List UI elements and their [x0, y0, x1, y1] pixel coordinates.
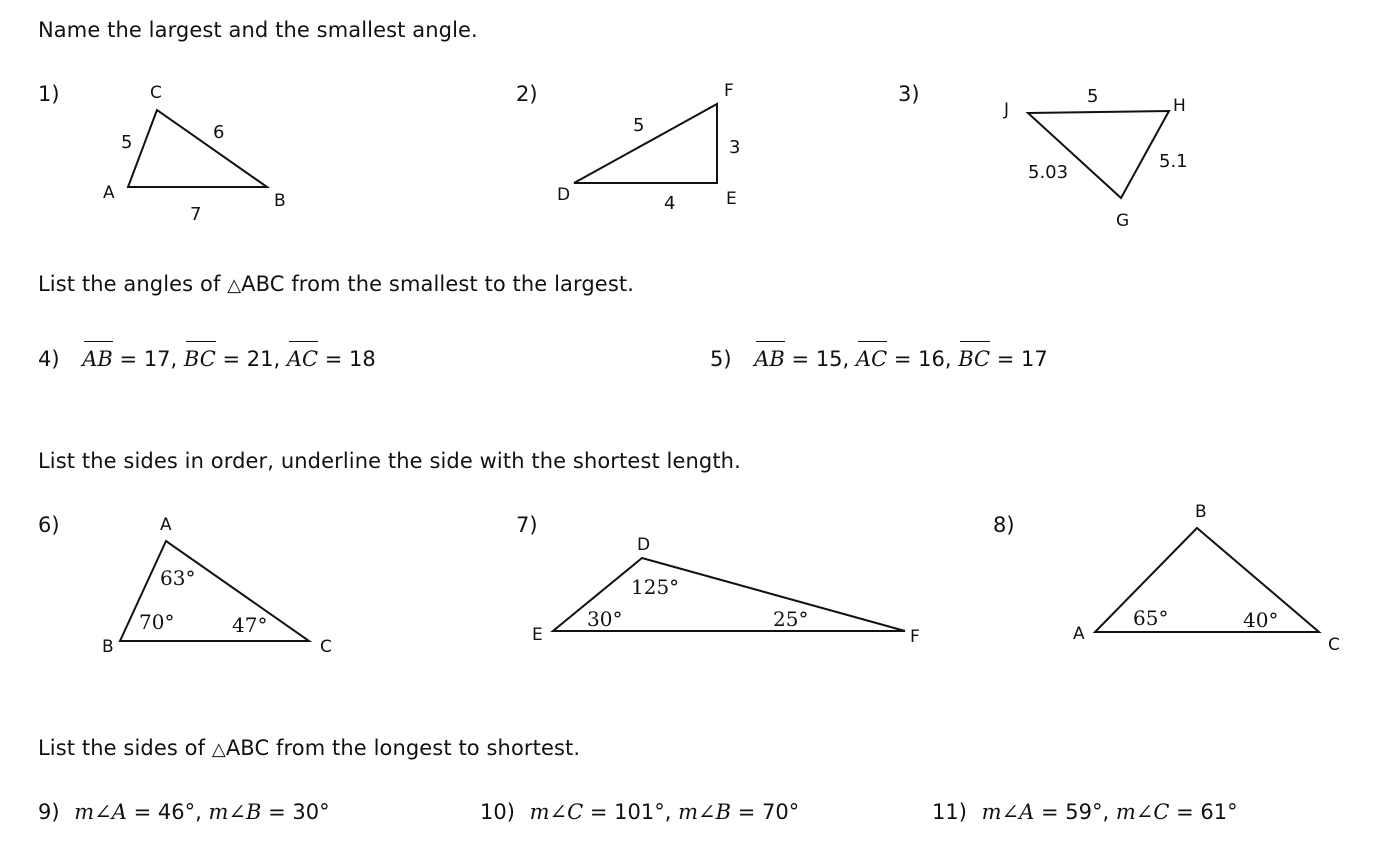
segment-value: = 21, [222, 347, 281, 371]
heading-text: List the sides of [38, 736, 212, 760]
triangle-jhg-3 [1003, 86, 1188, 231]
side-label-ac: 5 [121, 132, 133, 153]
vertex-label-a: A [103, 183, 115, 203]
segment-value: = 16, [893, 347, 952, 371]
angle-measure-value: = 46°, [133, 800, 202, 824]
vertex-label-b: B [102, 637, 114, 657]
angle-measure-value: = 61° [1176, 800, 1238, 824]
heading-text: ABC from the longest to shortest. [225, 736, 581, 760]
segment-bc: BC [958, 347, 991, 371]
segment-value: = 15, [791, 347, 850, 371]
angle-measure-label: m∠B [678, 800, 732, 824]
triangle-abc-6 [102, 515, 332, 657]
problem-number: 10) [480, 800, 515, 824]
segment-bc: BC [183, 347, 216, 371]
angle-measure-value: = 101°, [589, 800, 672, 824]
side-label-cb: 6 [213, 122, 225, 143]
angle-measure-label: m∠A [981, 800, 1035, 824]
angle-label-f: 25° [773, 607, 809, 631]
vertex-label-d: D [637, 535, 651, 555]
angle-label-a: 65° [1133, 606, 1169, 630]
problem-number: 7) [516, 513, 538, 537]
angle-measure-value: = 70° [737, 800, 800, 824]
triangle-outline [1095, 528, 1319, 632]
triangle-outline [1028, 111, 1169, 198]
vertex-label-e: E [532, 625, 543, 645]
triangle-abc-1 [103, 83, 286, 225]
vertex-label-f: F [910, 627, 920, 647]
problem-number: 1) [38, 82, 60, 106]
triangle-def-2 [557, 81, 740, 214]
segment-value: = 17, [119, 347, 178, 371]
triangle-abc-8 [1073, 502, 1340, 655]
vertex-label-b: B [1195, 502, 1207, 522]
section-heading-largest-smallest-angle: Name the largest and the smallest angle. [38, 18, 478, 42]
problem-11-angles [932, 800, 1238, 824]
angle-measure-label: m∠C [1115, 800, 1170, 824]
problem-number: 5) [710, 347, 732, 371]
problem-9-angles [38, 800, 330, 824]
problem-number: 9) [38, 800, 60, 824]
angle-label-e: 30° [587, 607, 623, 631]
problem-number: 11) [932, 800, 967, 824]
side-label-fe: 3 [729, 137, 741, 158]
problem-number: 3) [898, 82, 920, 106]
side-label-de: 4 [664, 193, 676, 214]
segment-ab: AB [82, 347, 113, 371]
vertex-label-e: E [726, 189, 737, 209]
segment-value: = 18 [324, 347, 376, 371]
segment-ac: AC [855, 347, 888, 371]
problem-number: 8) [993, 513, 1015, 537]
problem-number: 4) [38, 347, 60, 371]
angle-measure-value: = 59°, [1040, 800, 1110, 824]
vertex-label-g: G [1116, 211, 1130, 231]
angle-measure-label: m∠B [208, 800, 262, 824]
angle-measure-label: m∠C [529, 800, 584, 824]
angle-label-c: 47° [232, 613, 268, 637]
vertex-label-b: B [274, 191, 286, 211]
triangle-outline [574, 104, 717, 183]
problem-10-angles [480, 800, 799, 824]
vertex-label-c: C [320, 637, 332, 657]
vertex-label-c: C [150, 83, 162, 103]
angle-measure-value: = 30° [268, 800, 330, 824]
angle-measure-label: m∠A [74, 800, 127, 824]
side-label-df: 5 [633, 115, 645, 136]
side-label-jh: 5 [1087, 86, 1099, 107]
vertex-label-a: A [1073, 624, 1085, 644]
vertex-label-f: F [724, 81, 734, 101]
triangle-outline [128, 110, 267, 187]
side-label-ab: 7 [190, 204, 202, 225]
vertex-label-d: D [557, 185, 571, 205]
heading-text: List the angles of [38, 272, 228, 296]
problem-number: 6) [38, 513, 60, 537]
angle-label-d: 125° [631, 575, 680, 599]
side-label-hg: 5.1 [1159, 151, 1188, 172]
angle-label-c: 40° [1243, 608, 1279, 632]
problem-number: 2) [516, 82, 538, 106]
problem-4-segments [38, 347, 376, 371]
vertex-label-c: C [1328, 635, 1340, 655]
vertex-label-a: A [160, 515, 172, 535]
segment-ac: AC [286, 347, 319, 371]
angle-label-a: 63° [160, 566, 196, 590]
vertex-label-j: J [1004, 100, 1010, 120]
triangle-symbol: △ [227, 275, 242, 296]
triangle-def-7 [532, 535, 920, 647]
section-heading-sides-order: List the sides in order, underline the side with the shortest length. [38, 449, 741, 473]
heading-text: ABC from the smallest to the largest. [241, 272, 634, 296]
segment-ab: AB [754, 347, 785, 371]
problem-5-segments [710, 347, 1048, 371]
segment-value: = 17 [996, 347, 1048, 371]
side-label-jg: 5.03 [1028, 162, 1069, 183]
vertex-label-h: H [1173, 96, 1186, 116]
angle-label-b: 70° [139, 610, 175, 634]
triangle-symbol: △ [211, 739, 226, 760]
